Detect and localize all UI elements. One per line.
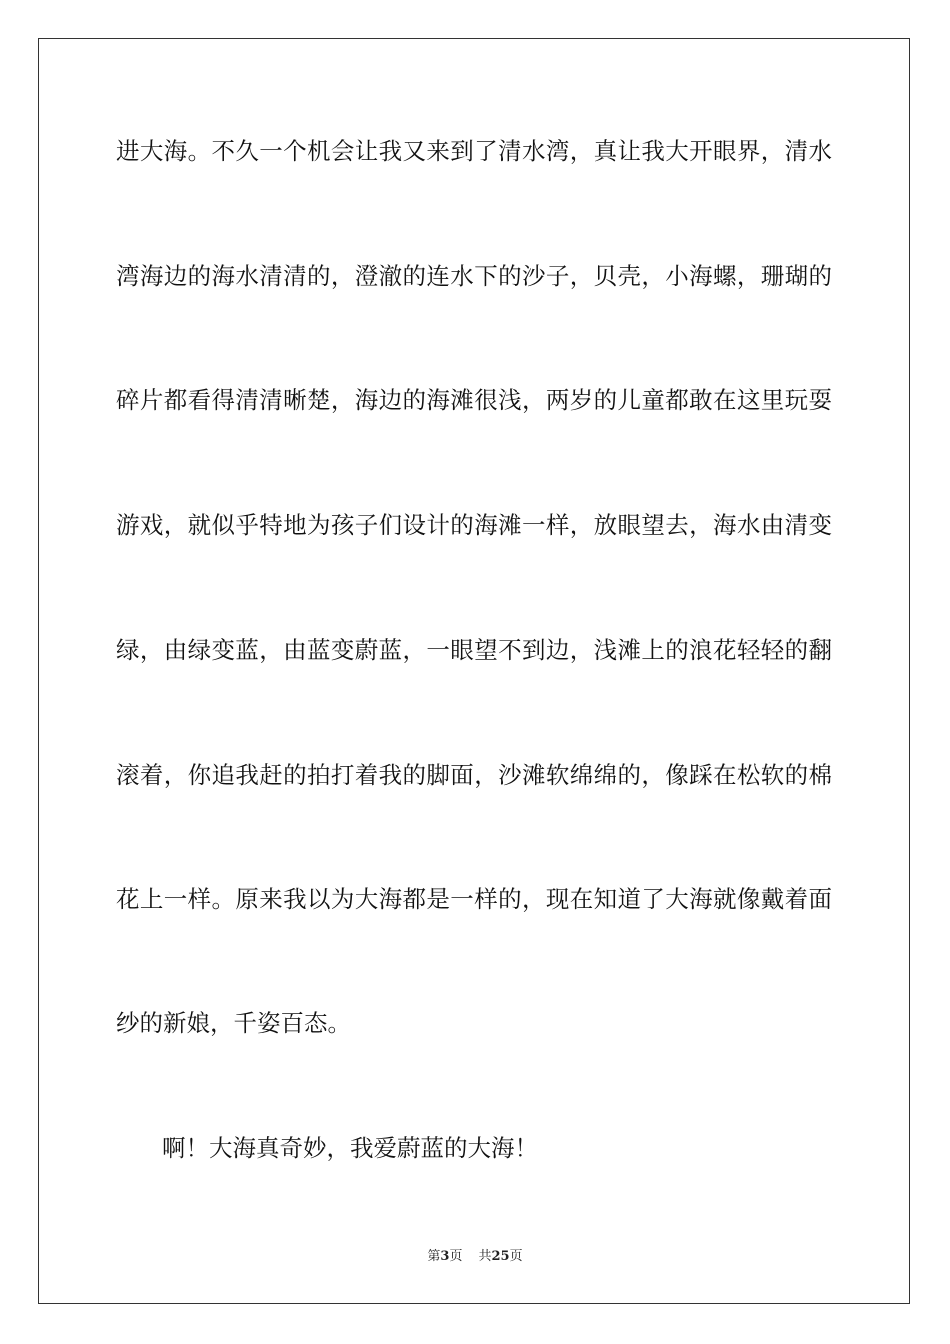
footer-page-suffix: 页 (449, 1249, 463, 1264)
body-line-8: 纱的新娘，千姿百态。 (116, 1009, 351, 1037)
body-line-4: 游戏，就似乎特地为孩子们设计的海滩一样，放眼望去，海水由清变 (116, 511, 832, 539)
footer-total-number: 25 (491, 1249, 510, 1264)
closing-paragraph: 啊！大海真奇妙，我爱蔚蓝的大海！ (162, 1134, 538, 1162)
page-border (38, 38, 910, 1304)
body-line-1: 进大海。不久一个机会让我又来到了清水湾，真让我大开眼界，清水 (116, 137, 832, 165)
body-line-5: 绿，由绿变蓝，由蓝变蔚蓝，一眼望不到边，浅滩上的浪花轻轻的翻 (116, 636, 832, 664)
footer-total-prefix: 共 (478, 1249, 492, 1264)
body-line-7: 花上一样。原来我以为大海都是一样的，现在知道了大海就像戴着面 (116, 885, 832, 913)
footer-page-number: 3 (440, 1249, 450, 1264)
body-line-6: 滚着，你追我赶的拍打着我的脚面，沙滩软绵绵的，像踩在松软的棉 (116, 761, 832, 789)
page-footer (0, 1248, 950, 1266)
body-line-2: 湾海边的海水清清的，澄澈的连水下的沙子，贝壳，小海螺，珊瑚的 (116, 262, 832, 290)
body-line-3: 碎片都看得清清晰楚，海边的海滩很浅，两岁的儿童都敢在这里玩耍 (116, 386, 832, 414)
footer-page-prefix: 第 (427, 1249, 441, 1264)
footer-total-suffix: 页 (509, 1249, 523, 1264)
